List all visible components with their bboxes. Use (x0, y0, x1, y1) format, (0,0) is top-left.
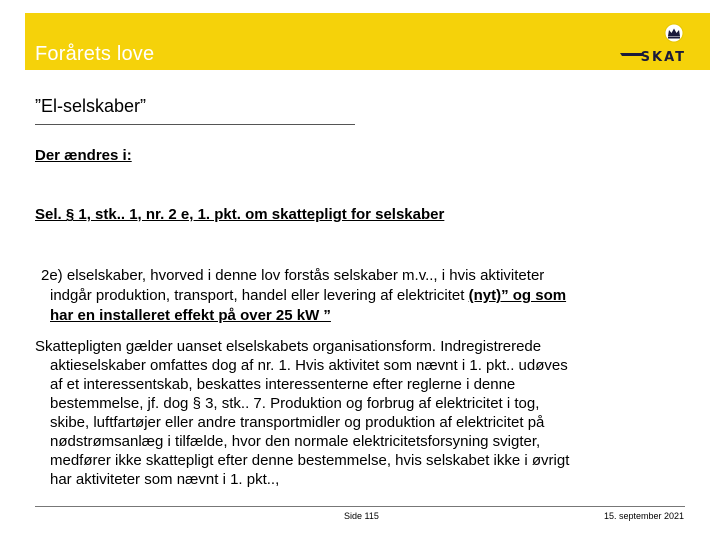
quoted-provision (35, 266, 685, 326)
quote-line (35, 286, 685, 306)
skat-logo-text: SKAT (640, 50, 686, 65)
quote-line: 2e) elselskaber, hvorved i denne lov forstås selskaber m.v.., i hvis aktiviteter (41, 267, 545, 284)
paragraph-line: af et interessentskab, beskattes interessenterne efter reglerne i denne (50, 376, 516, 393)
explanation-paragraph (35, 337, 690, 489)
paragraph-line: aktieselskaber omfattes dog af nr. 1. Hvis aktivitet som nævnt i 1. pkt.. udøves (50, 357, 568, 374)
slide-header-title: Forårets love (35, 43, 155, 65)
footer-divider (35, 506, 685, 507)
slide-subtitle: ”El-selskaber” (35, 96, 147, 116)
changes-heading: Der ændres i: (35, 147, 132, 164)
quote-new-text: (nyt)” og som (468, 287, 567, 304)
paragraph-line: nødstrømsanlæg i tilfælde, hvor den normale elektricitetsforsyning svigter, (50, 433, 541, 450)
header-bar (25, 13, 710, 70)
page-number: Side 115 (344, 511, 379, 521)
paragraph-line: har aktiviteter som nævnt i 1. pkt.., (50, 471, 280, 488)
quote-new-text-line: har en installeret effekt på over 25 kW ” (50, 307, 331, 324)
paragraph-line: skibe, luftfartøjer eller andre transportmidler og produktion af elektricitet på (50, 414, 545, 431)
law-reference-heading: Sel. § 1, stk.. 1, nr. 2 e, 1. pkt. om skattepligt for selskaber (35, 206, 445, 223)
quote-line-text: indgår produktion, transport, handel eller levering af elektricitet (50, 287, 469, 304)
footer-date: 15. september 2021 (603, 511, 684, 521)
paragraph-line: Skattepligten gælder uanset elselskabets organisationsform. Indregistrerede (35, 338, 542, 355)
paragraph-line: medfører ikke skattepligt efter denne bestemmelse, hvis selskabet ikke i øvrigt (50, 452, 570, 469)
skat-logo (616, 23, 688, 67)
subtitle-divider (35, 124, 355, 125)
paragraph-line: bestemmelse, jf. dog § 3, stk.. 7. Produktion og forbrug af elektricitet i tog, (50, 395, 540, 412)
